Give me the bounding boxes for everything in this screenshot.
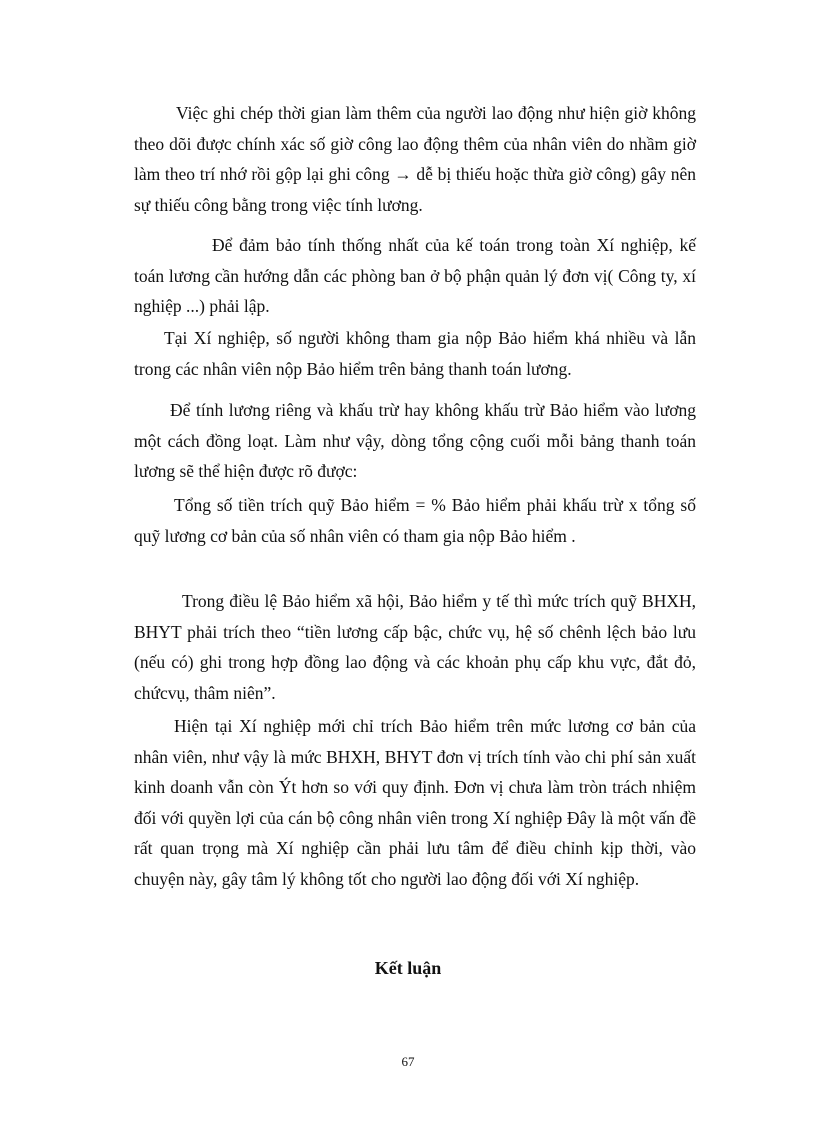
- page-number: 67: [401, 1054, 415, 1069]
- paragraph-salary-calculation: Để tính lương riêng và khấu trừ hay không khấu trừ Bảo hiểm vào lương một cách đồng loạt. Làm như vậy, dòng tổng cộng cuối mỗi bảng thanh toán lương sẽ thể hiện được rõ được:: [134, 400, 696, 481]
- conclusion-heading: Kết luận: [374, 958, 442, 978]
- paragraph-accounting-consistency: Để đảm bảo tính thống nhất của kế toán trong toàn Xí nghiệp, kế toán lương cần hướng dẫn các phòng ban ở bộ phận quản lý đơn vị( Công ty, xí nghiệp ...) phải lập.: [134, 235, 696, 316]
- paragraph-overtime-recording: Việc ghi chép thời gian làm thêm của người lao động như hiện giờ không theo dõi được chính xác số giờ công lao động thêm của nhân viên do nhầm giờ làm theo trí nhớ rồi gộp lại ghi công → dễ bị thiếu hoặc thừa giờ công) gây nên sự thiếu công bằng trong việc tính lương.: [134, 103, 696, 215]
- paragraph-insurance-regulation: Trong điều lệ Bảo hiểm xã hội, Bảo hiểm y tế thì mức trích quỹ BHXH, BHYT phải trích theo “tiền lương cấp bậc, chức vụ, hệ số chênh lệch bảo lưu (nếu có) ghi trong hợp đồng lao động và các khoản phụ cấp khu vực, đắt đỏ, chứcvụ, thâm niên”.: [134, 591, 696, 703]
- paragraph-current-situation: Hiện tại Xí nghiệp mới chỉ trích Bảo hiểm trên mức lương cơ bản của nhân viên, như vậy là mức BHXH, BHYT đơn vị trích tính vào chi phí sản xuất kinh doanh vẫn còn Ýt hơn so với quy định. Đơn vị chưa làm tròn trách nhiệm đối với quyền lợi của cán bộ công nhân viên trong Xí nghiệp Đây là một vấn đề rất quan trọng mà Xí nghiệp cần phải lưu tâm để điều chỉnh kịp thời, vào chuyện này, gây tâm lý không tốt cho người lao động đối với Xí nghiệp.: [134, 716, 696, 889]
- paragraph-insurance-formula: Tổng số tiền trích quỹ Bảo hiểm = % Bảo hiểm phải khấu trừ x tổng số quỹ lương cơ bản của số nhân viên có tham gia nộp Bảo hiểm .: [134, 495, 696, 546]
- paragraph-insurance-participants: Tại Xí nghiệp, số người không tham gia nộp Bảo hiểm khá nhiều và lẫn trong các nhân viên nộp Bảo hiểm trên bảng thanh toán lương.: [134, 328, 696, 379]
